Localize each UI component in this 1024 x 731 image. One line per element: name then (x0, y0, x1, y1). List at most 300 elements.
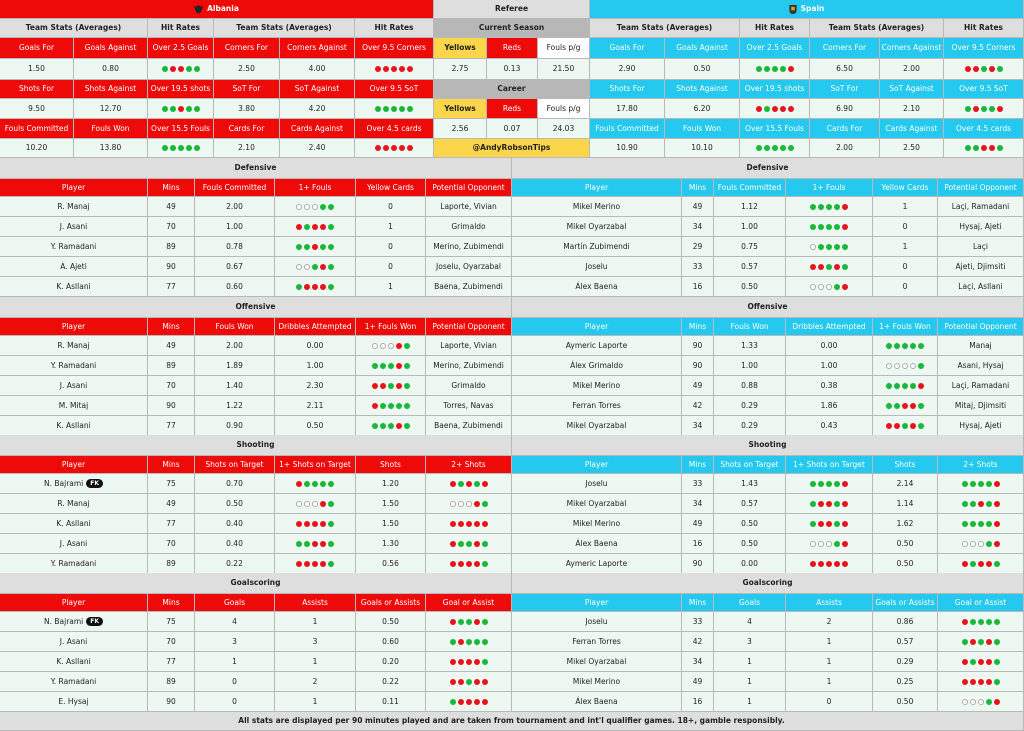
hit-dot-green (826, 264, 832, 270)
hit-dot-red (994, 541, 1000, 547)
hit-dot-green (902, 423, 908, 429)
stat-value: 16 (682, 277, 714, 297)
hit-dot-green (450, 639, 456, 645)
hit-dot-green (388, 423, 394, 429)
hit-dot-green (970, 521, 976, 527)
hit-dot-green (296, 284, 302, 290)
stat-value: 0.75 (714, 237, 786, 257)
hit-dot-green (918, 343, 924, 349)
stat-label: Shots For (590, 80, 665, 99)
stat-value: 77 (148, 277, 195, 297)
stat-value: 0.88 (714, 376, 786, 396)
hit-dot-green (312, 264, 318, 270)
stat-value: 1 (356, 217, 426, 237)
hit-dot-green (910, 383, 916, 389)
column-header: Shots on Target (714, 456, 786, 474)
hit-rate-cell (786, 534, 873, 554)
hit-dot-red (296, 224, 302, 230)
column-header: Yellow Cards (873, 179, 938, 197)
stat-value: 89 (148, 237, 195, 257)
hit-rate-dots (450, 501, 488, 507)
stat-value: 1.30 (356, 534, 426, 554)
hit-rate-dots (962, 639, 1000, 645)
hit-dot-green (466, 541, 472, 547)
stat-value: 1.22 (195, 396, 275, 416)
hit-dot-red (962, 679, 968, 685)
hit-dot-empty (894, 363, 900, 369)
stat-value: Laçi (938, 237, 1024, 257)
hit-dot-empty (450, 501, 456, 507)
free-kick-badge: FK (86, 617, 103, 626)
hit-rate-dots (296, 561, 334, 567)
stat-value: 0 (786, 692, 873, 712)
player-name-text: Joselu (585, 261, 608, 271)
hit-rate-cell (275, 554, 356, 574)
hit-dot-red (994, 501, 1000, 507)
hit-dot-green (826, 244, 832, 250)
hit-dot-green (380, 403, 386, 409)
hit-dot-green (989, 106, 995, 112)
hit-rate-dots (810, 284, 848, 290)
hit-dot-green (973, 145, 979, 151)
stat-value: 0.00 (714, 554, 786, 574)
stat-value: 42 (682, 396, 714, 416)
stat-value: Hysaj, Ajeti (938, 217, 1024, 237)
stat-value: 1.86 (786, 396, 873, 416)
team-stats-label: Team Stats (Averages) (810, 19, 944, 38)
player-name-text: K. Asllani (56, 281, 91, 291)
stat-label: Over 15.5 Fouls (740, 119, 810, 139)
hit-rate-dots (296, 481, 334, 487)
hit-dot-green (981, 106, 987, 112)
player-name-text: A. Ajeti (60, 261, 87, 271)
hit-dot-green (986, 521, 992, 527)
player-name-text: Mikel Oyarzabal (566, 498, 627, 508)
referee-current-value: 0.13 (487, 59, 538, 80)
hit-dot-empty (466, 501, 472, 507)
hit-dot-green (902, 383, 908, 389)
hit-dot-red (918, 383, 924, 389)
hit-dot-green (834, 481, 840, 487)
stat-value: 70 (148, 534, 195, 554)
hit-rate-cell (426, 474, 512, 494)
stat-value: Laporte, Vivian (426, 197, 512, 217)
hit-rate-cell (356, 376, 426, 396)
hit-dot-empty (826, 284, 832, 290)
hit-dot-empty (458, 501, 464, 507)
stat-value: 0.00 (786, 336, 873, 356)
hit-dot-green (986, 619, 992, 625)
hit-dot-red (826, 501, 832, 507)
hit-dot-green (818, 244, 824, 250)
hit-dot-red (482, 521, 488, 527)
hit-rate-cell (426, 554, 512, 574)
hit-dot-green (818, 224, 824, 230)
hit-rate-cell (426, 612, 512, 632)
stat-value: 1 (275, 652, 356, 672)
stat-label: Corners Against (280, 38, 355, 59)
hit-dot-green (194, 106, 200, 112)
hit-dot-green (764, 145, 770, 151)
stat-value: 1.50 (356, 514, 426, 534)
hit-dot-green (194, 66, 200, 72)
hit-dot-green (780, 66, 786, 72)
stat-value: 0.57 (873, 632, 938, 652)
column-header: Dribbles Attempted (275, 318, 356, 336)
stat-value: Baena, Zubimendi (426, 277, 512, 297)
hit-dot-green (404, 363, 410, 369)
hit-dot-red (304, 561, 310, 567)
stat-value: Baena, Zubimendi (426, 416, 512, 436)
hit-rate-cell (426, 494, 512, 514)
hit-dot-green (886, 403, 892, 409)
column-header: 1+ Shots on Target (786, 456, 873, 474)
hit-rate-cell (355, 99, 434, 119)
referee-fouls-label: Fouls p/g (538, 38, 590, 59)
stat-value: 4.20 (280, 99, 355, 119)
player-name (0, 277, 148, 297)
hit-dot-red (886, 423, 892, 429)
hit-dot-red (978, 561, 984, 567)
hit-rate-dots (810, 264, 848, 270)
hit-dot-green (997, 66, 1003, 72)
stat-value: 1.00 (714, 356, 786, 376)
hit-dot-red (458, 699, 464, 705)
hit-dot-red (986, 659, 992, 665)
hit-dot-red (842, 204, 848, 210)
hit-rate-cell (740, 139, 810, 158)
hit-dot-green (466, 639, 472, 645)
referee-current-value: 21.50 (538, 59, 590, 80)
player-name (512, 652, 682, 672)
hit-dot-green (994, 639, 1000, 645)
stat-label: Over 2.5 Goals (148, 38, 214, 59)
hit-dot-green (894, 383, 900, 389)
stat-value: 0.67 (195, 257, 275, 277)
hit-dot-red (450, 521, 456, 527)
stat-value: 13.80 (74, 139, 148, 158)
hit-dot-green (756, 66, 762, 72)
player-name (512, 396, 682, 416)
stat-value: 33 (682, 612, 714, 632)
hit-rate-cell (873, 336, 938, 356)
stat-value: 75 (148, 612, 195, 632)
hit-rate-dots (810, 521, 848, 527)
hit-rate-dots (810, 481, 848, 487)
hit-dot-green (780, 145, 786, 151)
stat-value: 29 (682, 237, 714, 257)
hit-dot-empty (970, 699, 976, 705)
hit-dot-green (482, 639, 488, 645)
hit-rate-cell (873, 356, 938, 376)
column-header: Shots (873, 456, 938, 474)
hit-dot-green (826, 224, 832, 230)
player-name (0, 672, 148, 692)
stat-label: Over 4.5 cards (355, 119, 434, 139)
hit-dot-red (312, 521, 318, 527)
hit-rate-dots (810, 224, 848, 230)
hit-dot-red (474, 561, 480, 567)
player-name-text: R. Manaj (57, 340, 90, 350)
player-name (0, 692, 148, 712)
player-name (512, 277, 682, 297)
hit-dot-red (450, 619, 456, 625)
hit-rate-cell (426, 692, 512, 712)
hit-dot-red (474, 679, 480, 685)
hit-dot-green (986, 501, 992, 507)
hit-dot-green (482, 659, 488, 665)
hit-dot-empty (312, 204, 318, 210)
hit-rate-cell (873, 396, 938, 416)
player-name-text: Álex Grimaldo (570, 360, 623, 370)
player-name-text: J. Asani (59, 221, 88, 231)
stat-value: 70 (148, 632, 195, 652)
stat-label: Shots Against (74, 80, 148, 99)
stat-value: 1 (786, 652, 873, 672)
player-name-text: N. Bajrami (43, 616, 84, 626)
hit-rates-label: Hit Rates (148, 19, 214, 38)
column-header: 2+ Shots (938, 456, 1024, 474)
hit-dot-green (970, 619, 976, 625)
hit-dot-green (320, 244, 326, 250)
stat-label: Cards Against (880, 119, 944, 139)
hit-dot-red (756, 106, 762, 112)
stat-value: 10.10 (665, 139, 740, 158)
stat-value: 2.10 (214, 139, 280, 158)
hit-dot-green (482, 561, 488, 567)
hit-dot-red (482, 699, 488, 705)
stat-label: Fouls Committed (590, 119, 665, 139)
hit-dot-green (810, 481, 816, 487)
hit-dot-green (186, 66, 192, 72)
hit-rate-dots (162, 145, 200, 151)
hit-dot-red (450, 541, 456, 547)
hit-rate-cell (786, 197, 873, 217)
stat-label: Over 19.5 shots (148, 80, 214, 99)
hit-rate-cell (938, 534, 1024, 554)
hit-dot-red (842, 561, 848, 567)
section-title-shooting: Shooting (0, 435, 512, 456)
stat-value: 4 (714, 612, 786, 632)
hit-dot-red (842, 541, 848, 547)
hit-rate-cell (938, 474, 1024, 494)
hit-dot-red (320, 264, 326, 270)
hit-dot-green (756, 145, 762, 151)
column-header: Shots (356, 456, 426, 474)
stat-value: 77 (148, 652, 195, 672)
hit-dot-red (910, 403, 916, 409)
hit-dot-green (372, 363, 378, 369)
hit-dot-red (973, 66, 979, 72)
column-header: Player (512, 456, 682, 474)
column-header: Mins (682, 318, 714, 336)
current-season-label: Current Season (434, 19, 590, 38)
stat-value: 3 (714, 632, 786, 652)
stat-value: 4 (195, 612, 275, 632)
player-name-text: E. Hysaj (58, 696, 89, 706)
hit-dot-red (312, 284, 318, 290)
hit-rate-cell (275, 514, 356, 534)
column-header: 1+ Fouls (786, 179, 873, 197)
hit-dot-green (186, 106, 192, 112)
player-name (0, 356, 148, 376)
hit-rate-cell (740, 99, 810, 119)
hit-dot-green (170, 106, 176, 112)
hit-dot-red (450, 561, 456, 567)
hit-dot-green (834, 501, 840, 507)
stat-value: 42 (682, 632, 714, 652)
player-name (0, 652, 148, 672)
player-name (0, 376, 148, 396)
stat-value: 16 (682, 534, 714, 554)
stat-label: Corners For (810, 38, 880, 59)
player-name-text: R. Manaj (57, 201, 90, 211)
stat-value: 75 (148, 474, 195, 494)
hit-dot-green (994, 619, 1000, 625)
section-title-defensive: Defensive (512, 158, 1024, 179)
stat-value: 1.14 (873, 494, 938, 514)
hit-rate-dots (962, 501, 1000, 507)
column-header: 1+ Fouls Won (873, 318, 938, 336)
team-stats-label: Team Stats (Averages) (0, 19, 148, 38)
team-stats-label: Team Stats (Averages) (214, 19, 355, 38)
stat-value: 0.40 (195, 534, 275, 554)
stat-value: 2.50 (214, 59, 280, 80)
hit-rate-dots (450, 521, 488, 527)
hit-dot-green (404, 423, 410, 429)
stat-label: SoT For (810, 80, 880, 99)
hit-dot-red (994, 699, 1000, 705)
hit-dot-red (466, 561, 472, 567)
hit-dot-red (842, 501, 848, 507)
hit-dot-red (391, 145, 397, 151)
albania-header (0, 0, 434, 19)
hit-dot-red (396, 363, 402, 369)
hit-rate-dots (372, 423, 410, 429)
player-name (512, 416, 682, 436)
section-title-shooting: Shooting (512, 435, 1024, 456)
hit-dot-green (970, 659, 976, 665)
hit-dot-red (970, 639, 976, 645)
column-header: Goals or Assists (356, 594, 426, 612)
spain-title: Spain (800, 4, 825, 14)
hit-rate-dots (965, 106, 1003, 112)
player-name-text: J. Asani (59, 636, 88, 646)
hit-dot-red (383, 145, 389, 151)
player-name (512, 376, 682, 396)
stat-label: Over 2.5 Goals (740, 38, 810, 59)
hit-dot-red (380, 383, 386, 389)
hit-dot-red (989, 66, 995, 72)
stat-value: 89 (148, 554, 195, 574)
player-name-text: Mikel Oyarzabal (566, 221, 627, 231)
hit-dot-red (994, 481, 1000, 487)
hit-dot-green (396, 403, 402, 409)
hit-rates-label: Hit Rates (355, 19, 434, 38)
hit-rate-cell (275, 277, 356, 297)
column-header: Mins (148, 594, 195, 612)
hit-dot-green (328, 541, 334, 547)
player-name (0, 514, 148, 534)
hit-dot-green (965, 106, 971, 112)
stat-value: 0 (356, 237, 426, 257)
hit-rate-dots (296, 244, 334, 250)
hit-dot-red (986, 679, 992, 685)
stat-value: 0 (195, 672, 275, 692)
hit-dot-red (375, 66, 381, 72)
stat-value: 1 (275, 612, 356, 632)
hit-dot-empty (910, 363, 916, 369)
hit-dot-green (894, 403, 900, 409)
stat-value: 49 (682, 376, 714, 396)
hit-dot-green (902, 343, 908, 349)
hit-dot-red (842, 284, 848, 290)
hit-dot-green (918, 363, 924, 369)
stat-value: 49 (148, 336, 195, 356)
stat-value: 0 (873, 217, 938, 237)
hit-dot-empty (810, 541, 816, 547)
hit-dot-green (834, 204, 840, 210)
hit-dot-red (474, 501, 480, 507)
hit-dot-empty (296, 501, 302, 507)
player-name (512, 494, 682, 514)
column-header: 1+ Shots on Target (275, 456, 356, 474)
hit-dot-empty (886, 363, 892, 369)
hit-dot-green (328, 521, 334, 527)
career-label: Career (434, 80, 590, 99)
hit-dot-green (826, 481, 832, 487)
hit-rate-cell (786, 237, 873, 257)
hit-rate-cell (938, 514, 1024, 534)
hit-dot-red (978, 659, 984, 665)
hit-dot-green (458, 541, 464, 547)
player-name (0, 217, 148, 237)
hit-dot-green (482, 541, 488, 547)
section-title-goalscoring: Goalscoring (512, 573, 1024, 594)
stat-label: Over 9.5 Corners (944, 38, 1024, 59)
hit-dot-green (162, 66, 168, 72)
hit-dot-empty (810, 284, 816, 290)
hit-dot-green (970, 501, 976, 507)
hit-dot-empty (388, 343, 394, 349)
hit-dot-red (474, 659, 480, 665)
hit-dot-empty (304, 264, 310, 270)
stat-value: 0.29 (714, 396, 786, 416)
hit-rate-cell (275, 217, 356, 237)
hit-dot-green (886, 383, 892, 389)
column-header: Goals (714, 594, 786, 612)
player-name (0, 237, 148, 257)
stat-value: Grimaldo (426, 217, 512, 237)
stat-label: Goals Against (665, 38, 740, 59)
stat-value: Laçi, Asllani (938, 277, 1024, 297)
hit-dot-green (834, 284, 840, 290)
hit-dot-red (399, 145, 405, 151)
hit-dot-green (404, 343, 410, 349)
hit-dot-green (380, 363, 386, 369)
hit-dot-red (312, 541, 318, 547)
section-title-offensive: Offensive (512, 297, 1024, 318)
stat-value: 90 (682, 336, 714, 356)
player-name (0, 494, 148, 514)
stat-value: 0.50 (665, 59, 740, 80)
stat-value: 90 (682, 554, 714, 574)
hit-dot-green (407, 106, 413, 112)
twitter-handle[interactable]: @AndyRobsonTips (434, 139, 590, 158)
stat-value: 1 (786, 632, 873, 652)
stat-value: 10.20 (0, 139, 74, 158)
player-name-text: J. Asani (59, 380, 88, 390)
